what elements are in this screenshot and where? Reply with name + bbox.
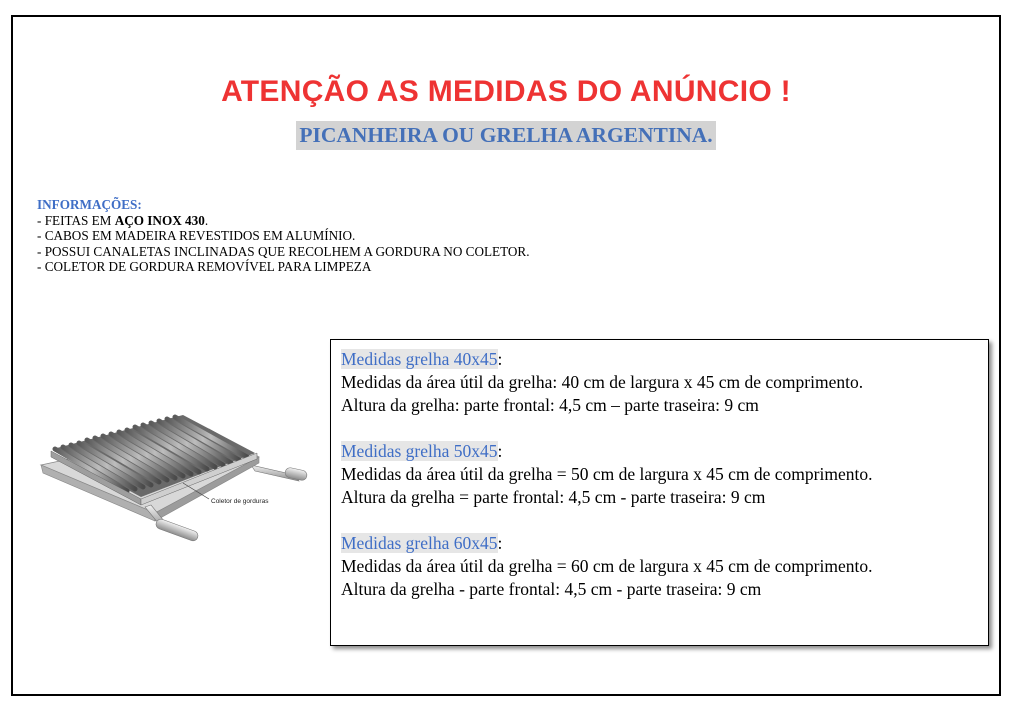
spec-area: Medidas da área útil da grelha = 60 cm de largura x 45 cm de comprimento.	[341, 556, 873, 576]
page-headline: ATENÇÃO AS MEDIDAS DO ANÚNCIO !	[221, 75, 791, 108]
spec-area: Medidas da área útil da grelha = 50 cm de largura x 45 cm de comprimento.	[341, 464, 873, 484]
spec-height: Altura da grelha - parte frontal: 4,5 cm - parte traseira: 9 cm	[341, 579, 762, 599]
spec-40x45	[341, 348, 988, 417]
collector-label: Coletor de gorduras	[211, 498, 269, 505]
spec-area: Medidas da área útil da grelha: 40 cm de largura x 45 cm de comprimento.	[341, 372, 864, 392]
spec-title: Medidas grelha 50x45	[341, 441, 498, 461]
info-line-channels: - POSSUI CANALETAS INCLINADAS QUE RECOLHEM A GORDURA NO COLETOR.	[37, 243, 530, 259]
info-line-handles: - CABOS EM MADEIRA REVESTIDOS EM ALUMÍNIO.	[37, 228, 356, 243]
spec-title-line	[341, 532, 988, 555]
spec-60x45	[341, 532, 988, 601]
spec-colon: :	[497, 349, 503, 369]
info-section	[37, 197, 530, 275]
info-line-material-suffix: .	[204, 212, 209, 228]
page-frame	[11, 15, 1001, 696]
info-line-material-bold: AÇO INOX 430	[114, 212, 205, 228]
spec-50x45	[341, 440, 988, 509]
info-title: INFORMAÇÕES:	[37, 197, 142, 212]
info-line-collector: - COLETOR DE GORDURA REMOVÍVEL PARA LIMPEZA	[37, 259, 372, 274]
spec-title-line	[341, 440, 988, 463]
spec-height: Altura da grelha = parte frontal: 4,5 cm - parte traseira: 9 cm	[341, 487, 766, 507]
back-handle	[251, 465, 308, 481]
grill-bars	[51, 415, 257, 505]
spec-height: Altura da grelha: parte frontal: 4,5 cm – parte traseira: 9 cm	[341, 395, 759, 415]
spec-title: Medidas grelha 60x45	[341, 533, 498, 553]
specs-box	[330, 339, 989, 646]
spec-colon: :	[497, 533, 503, 553]
info-line-material	[37, 213, 530, 229]
spec-colon: :	[497, 441, 503, 461]
info-line-material-prefix: - FEITAS EM	[37, 212, 115, 228]
subheadline-wrap	[13, 121, 999, 150]
spec-title: Medidas grelha 40x45	[341, 349, 498, 369]
page-subheadline: PICANHEIRA OU GRELHA ARGENTINA.	[296, 121, 715, 150]
grill-product-image	[33, 409, 319, 561]
spec-title-line	[341, 348, 988, 371]
